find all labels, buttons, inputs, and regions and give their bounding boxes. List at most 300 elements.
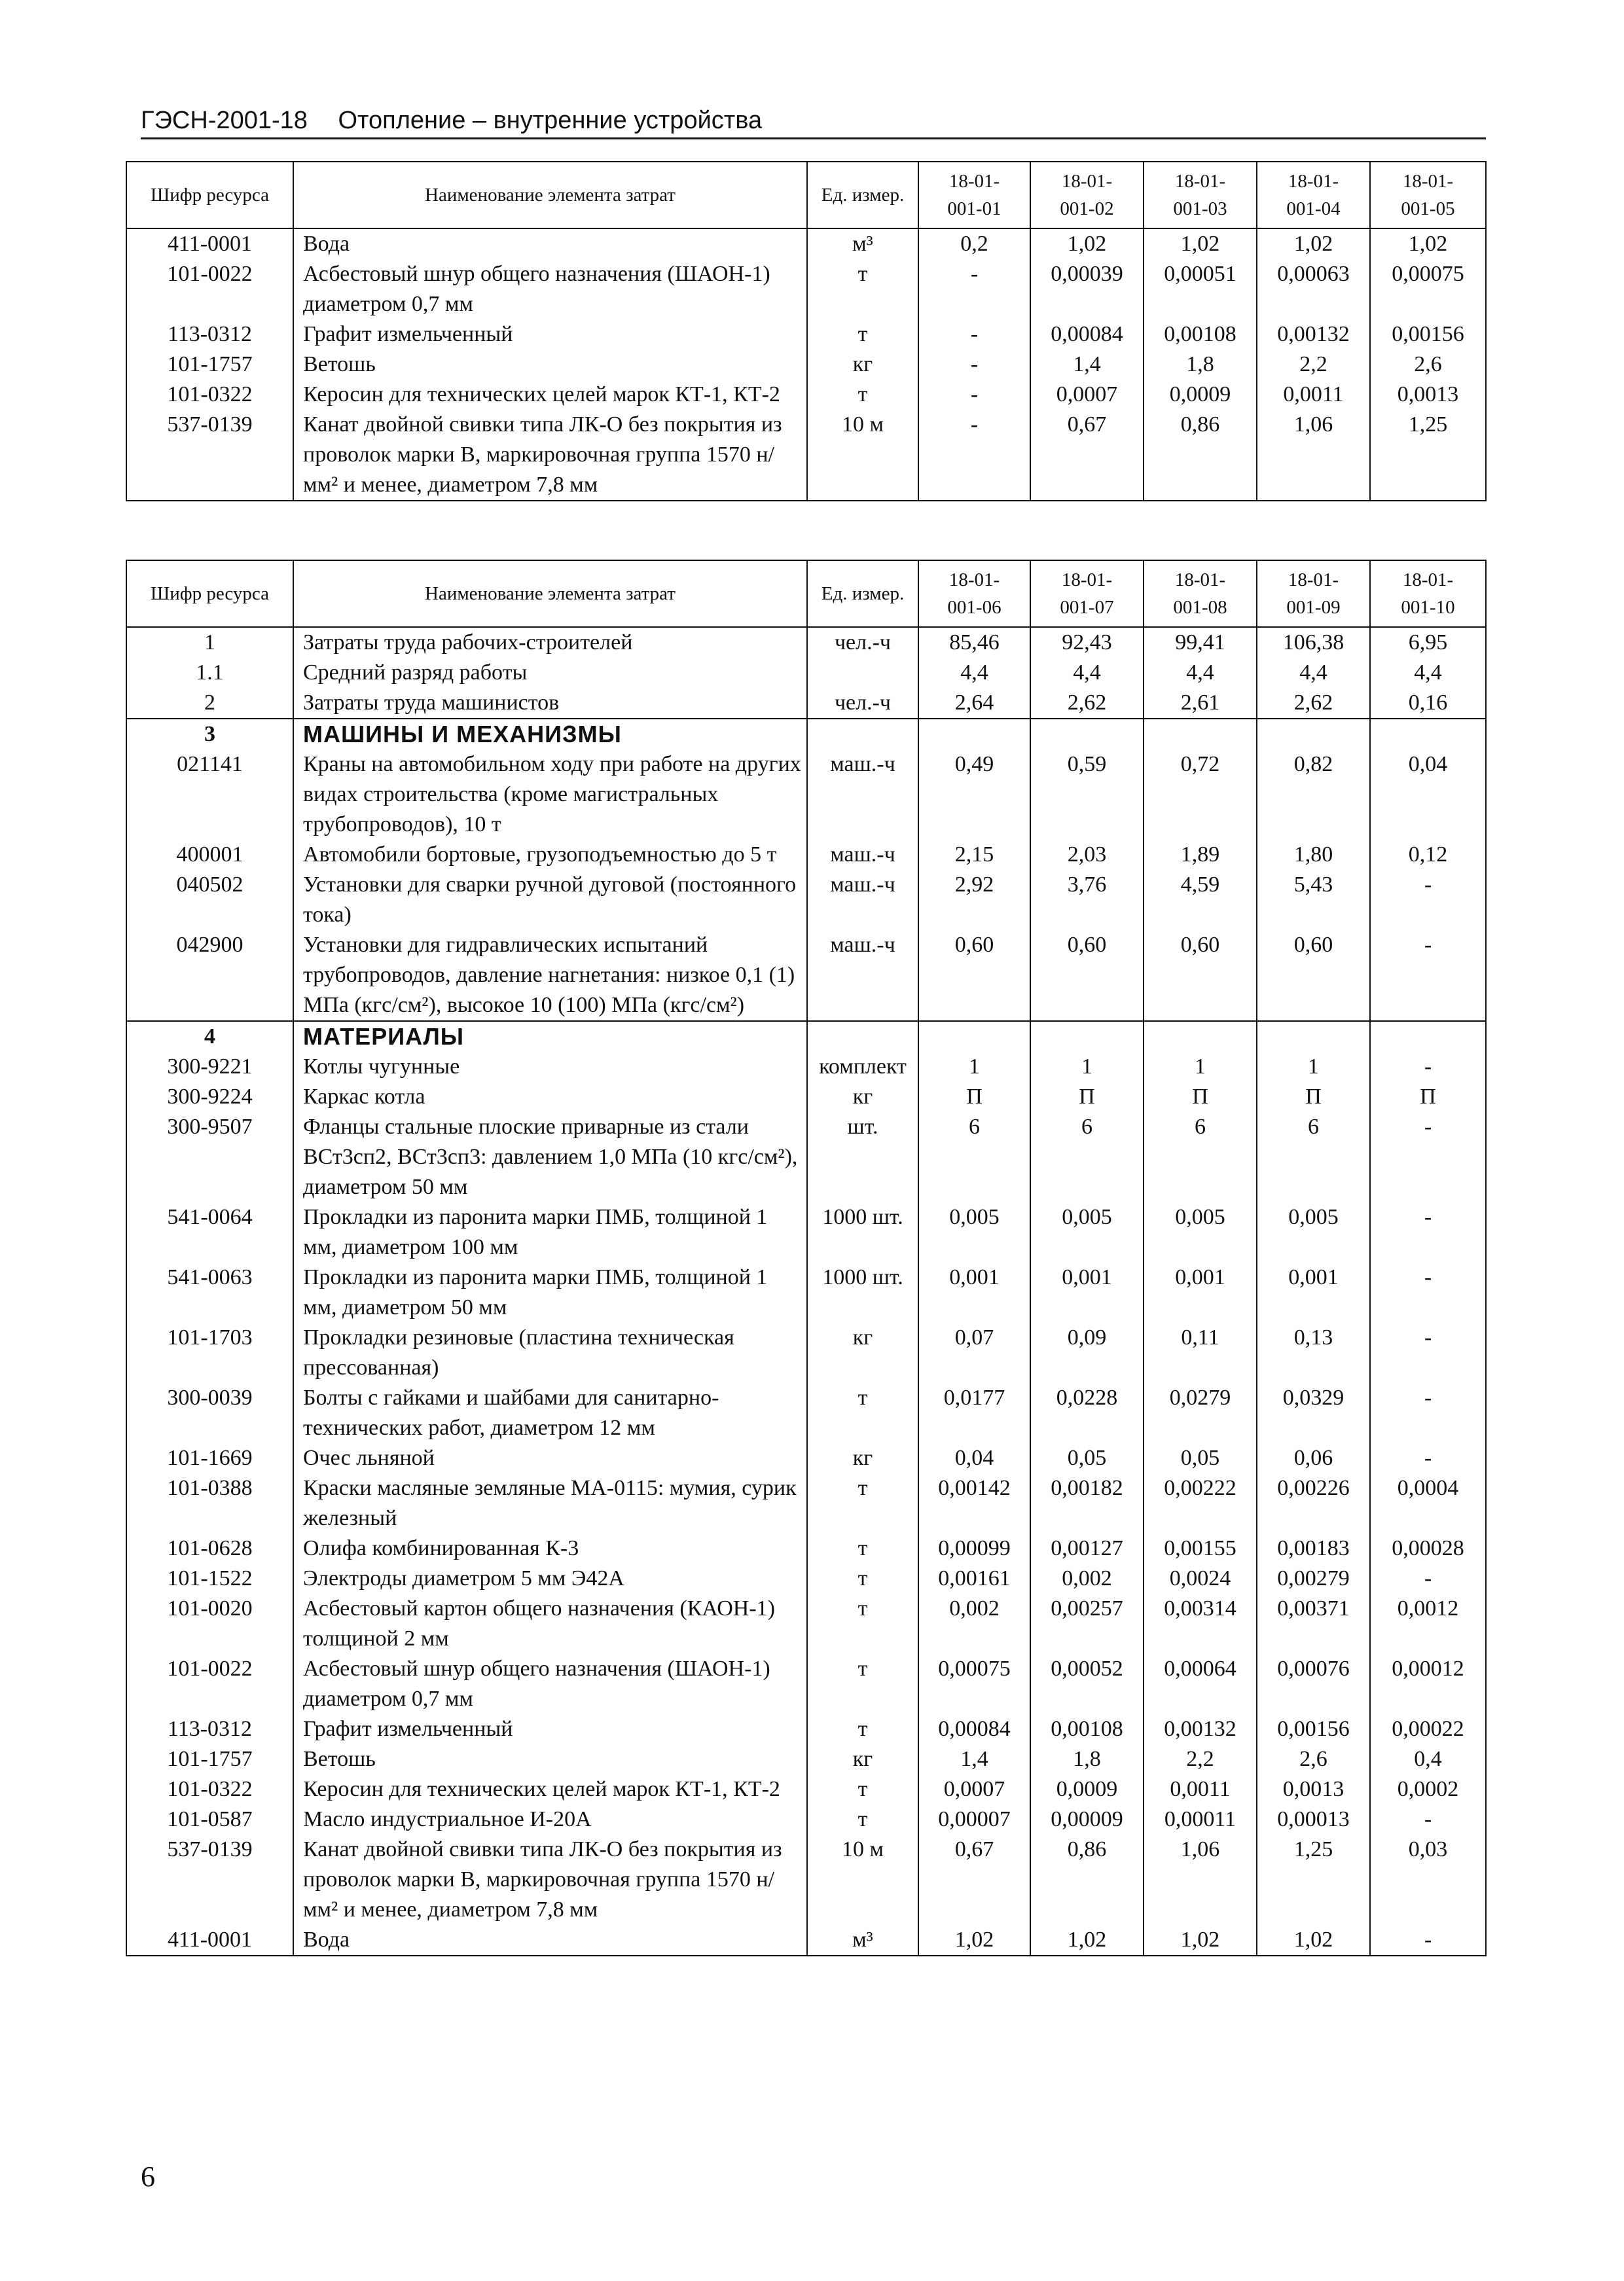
norm-value: 0,005 [918,1202,1030,1263]
norm-value: 0,72 [1144,749,1257,840]
norm-value: - [1370,1925,1486,1956]
norm-value: - [1370,1202,1486,1263]
resource-code: 101-0022 [126,1654,293,1714]
norm-value: 0,0002 [1370,1774,1486,1805]
norm-value: П [918,1082,1030,1112]
column-header: 18-01- 001-07 [1030,560,1144,627]
resource-code: 300-9221 [126,1052,293,1082]
column-header: Наименование элемента затрат [293,560,807,627]
norm-value: 0,00279 [1257,1564,1370,1594]
norm-value: 0,00222 [1144,1473,1257,1534]
norm-value: 0,00028 [1370,1534,1486,1564]
norm-value: 1,25 [1370,410,1486,501]
cost-element-name: Асбестовый картон общего назначения (КАОН-1) толщиной 2 мм [293,1594,807,1654]
resource-code: 541-0064 [126,1202,293,1263]
cost-element-name: Электроды диаметром 5 мм Э42А [293,1564,807,1594]
column-header: 18-01- 001-09 [1257,560,1370,627]
cost-element-name: Фланцы стальные плоские приварные из стали ВСт3сп2, ВСт3сп3: давлением 1,0 МПа (10 кгс/см²), диаметром 50 мм [293,1112,807,1202]
norm-value: 1,02 [1144,1925,1257,1956]
norm-value: 6 [1144,1112,1257,1202]
norm-value: 2,03 [1030,840,1144,870]
norm-value: 0,05 [1030,1443,1144,1473]
norm-value: - [1370,870,1486,930]
norm-value: 1,8 [1030,1744,1144,1774]
norm-value: - [1370,1805,1486,1835]
norm-value: 2,61 [1144,688,1257,719]
norm-value: 6 [918,1112,1030,1202]
norm-value [918,1021,1030,1052]
resource-code: 1 [126,627,293,658]
table-row [126,319,1486,350]
unit-of-measure: кг [807,1443,918,1473]
table-row [126,1714,1486,1744]
resource-code: 541-0063 [126,1263,293,1323]
table-header-row [126,162,1486,228]
norm-value: 0,00013 [1257,1805,1370,1835]
norm-value: 0,0007 [918,1774,1030,1805]
norm-value: 0,49 [918,749,1030,840]
norm-value: 4,59 [1144,870,1257,930]
norm-value: 0,001 [918,1263,1030,1323]
table-row [126,1082,1486,1112]
norm-value: 0,001 [1257,1263,1370,1323]
norm-value: 1,02 [1257,228,1370,259]
unit-of-measure: кг [807,1744,918,1774]
table-row [126,658,1486,688]
norm-value: 0,00108 [1030,1714,1144,1744]
norm-value [918,719,1030,749]
table-row [126,840,1486,870]
norm-value: 0,0279 [1144,1383,1257,1443]
unit-of-measure [807,719,918,749]
norm-value: 2,64 [918,688,1030,719]
norm-value: 0,00084 [918,1714,1030,1744]
norm-value: 0,00161 [918,1564,1030,1594]
norm-value: - [1370,1263,1486,1323]
unit-of-measure: м³ [807,228,918,259]
norm-value: 0,4 [1370,1744,1486,1774]
norm-value: 1 [918,1052,1030,1082]
norm-value: 2,62 [1257,688,1370,719]
resource-code: 537-0139 [126,410,293,501]
norm-value: П [1030,1082,1144,1112]
resource-code: 411-0001 [126,1925,293,1956]
norm-value: 1,02 [1370,228,1486,259]
cost-element-name: Прокладки из паронита марки ПМБ, толщиной 1 мм, диаметром 50 мм [293,1263,807,1323]
norm-value: 0,0009 [1144,380,1257,410]
unit-of-measure: 10 м [807,410,918,501]
resource-code: 101-1669 [126,1443,293,1473]
norm-value: 0,03 [1370,1835,1486,1925]
norm-value: 0,0009 [1030,1774,1144,1805]
norm-value: 3,76 [1030,870,1144,930]
norm-value: 106,38 [1257,627,1370,658]
norm-value: 0,00314 [1144,1594,1257,1654]
cost-element-name: Прокладки из паронита марки ПМБ, толщиной 1 мм, диаметром 100 мм [293,1202,807,1263]
unit-of-measure [807,1021,918,1052]
norm-value [1370,1021,1486,1052]
table-row [126,1052,1486,1082]
unit-of-measure: т [807,1473,918,1534]
norm-value: 1,06 [1144,1835,1257,1925]
norm-value: 0,04 [1370,749,1486,840]
resource-code: 042900 [126,930,293,1021]
norm-value: 0,0329 [1257,1383,1370,1443]
resource-table-2 [126,560,1487,1956]
column-header: 18-01- 001-08 [1144,560,1257,627]
norm-value: - [918,410,1030,501]
unit-of-measure: шт. [807,1112,918,1202]
table-row [126,1805,1486,1835]
resource-code: 101-0322 [126,1774,293,1805]
page-header [141,105,1486,139]
column-header: Шифр ресурса [126,162,293,228]
norm-value: - [1370,1564,1486,1594]
norm-value: 0,0177 [918,1383,1030,1443]
norm-value: 6 [1030,1112,1144,1202]
cost-element-name: Масло индустриальное И-20А [293,1805,807,1835]
resource-code: 101-0628 [126,1534,293,1564]
norm-value: 4,4 [1144,658,1257,688]
document-title: Отопление – внутренние устройства [338,107,763,134]
unit-of-measure: т [807,1714,918,1744]
column-header: Наименование элемента затрат [293,162,807,228]
cost-element-name: Автомобили бортовые, грузоподъемностью до 5 т [293,840,807,870]
table-row [126,1654,1486,1714]
norm-value: 0,59 [1030,749,1144,840]
resource-code: 1.1 [126,658,293,688]
unit-of-measure [807,658,918,688]
cost-element-name: Канат двойной свивки типа ЛК-О без покрытия из проволок марки В, маркировочная группа 1570 н/мм² и менее, диаметром 7,8 мм [293,410,807,501]
resource-code: 101-1757 [126,1744,293,1774]
table-row [126,1383,1486,1443]
norm-value [1370,719,1486,749]
table-row [126,870,1486,930]
norm-value: - [1370,1323,1486,1383]
norm-value: 1 [1257,1052,1370,1082]
cost-element-name: Каркас котла [293,1082,807,1112]
norm-value: 0,13 [1257,1323,1370,1383]
resource-code: 101-0388 [126,1473,293,1534]
table-row [126,1112,1486,1202]
norm-value: 0,00063 [1257,259,1370,319]
norm-value: 6,95 [1370,627,1486,658]
norm-value: 1,02 [1030,1925,1144,1956]
norm-value: - [918,259,1030,319]
cost-element-name: Средний разряд работы [293,658,807,688]
norm-value: 0,0228 [1030,1383,1144,1443]
norm-value: 0,00226 [1257,1473,1370,1534]
norm-value: 0,00155 [1144,1534,1257,1564]
norm-value: - [918,319,1030,350]
norm-value: 0,00127 [1030,1534,1144,1564]
cost-element-name: Затраты труда машинистов [293,688,807,719]
norm-value: 0,00052 [1030,1654,1144,1714]
norm-value: 85,46 [918,627,1030,658]
resource-code: 113-0312 [126,319,293,350]
table-row [126,1443,1486,1473]
unit-of-measure: 1000 шт. [807,1263,918,1323]
norm-value: 0,005 [1257,1202,1370,1263]
norm-value: 0,00007 [918,1805,1030,1835]
norm-value: П [1370,1082,1486,1112]
table-row [126,1564,1486,1594]
norm-value: 0,001 [1144,1263,1257,1323]
column-header: Ед. измер. [807,162,918,228]
resource-code: 4 [126,1021,293,1052]
resource-code: 101-1757 [126,350,293,380]
unit-of-measure: т [807,1383,918,1443]
unit-of-measure: кг [807,1082,918,1112]
cost-element-name: Очес льняной [293,1443,807,1473]
cost-element-name: Установки для гидравлических испытаний трубопроводов, давление нагнетания: низкое 0,1 (1) МПа (кгс/см²), высокое 10 (100) МПа (кгс/см²) [293,930,807,1021]
column-header: 18-01- 001-03 [1144,162,1257,228]
norm-value: 2,15 [918,840,1030,870]
norm-value: 0,005 [1030,1202,1144,1263]
resource-code: 101-1522 [126,1564,293,1594]
cost-element-name: МАТЕРИАЛЫ [293,1021,807,1052]
column-header: Ед. измер. [807,560,918,627]
table-row [126,1263,1486,1323]
norm-value: 0,09 [1030,1323,1144,1383]
table-row [126,1744,1486,1774]
page-number: 6 [141,2161,155,2193]
unit-of-measure: 1000 шт. [807,1202,918,1263]
table-row [126,930,1486,1021]
norm-value: 0,0007 [1030,380,1144,410]
cost-element-name: Затраты труда рабочих-строителей [293,627,807,658]
norm-value: 0,00064 [1144,1654,1257,1714]
unit-of-measure: маш.-ч [807,840,918,870]
norm-value: 0,67 [918,1835,1030,1925]
norm-value: 1,02 [918,1925,1030,1956]
column-header: 18-01- 001-01 [918,162,1030,228]
resource-table-1 [126,161,1487,501]
norm-value: 1,4 [918,1744,1030,1774]
norm-value: 0,00051 [1144,259,1257,319]
resource-code: 113-0312 [126,1714,293,1744]
norm-value: 0,00108 [1144,319,1257,350]
table-row [126,1835,1486,1925]
cost-element-name: Установки для сварки ручной дуговой (постоянного тока) [293,870,807,930]
norm-value: 0,67 [1030,410,1144,501]
unit-of-measure: т [807,319,918,350]
norm-value: 0,60 [918,930,1030,1021]
norm-value: - [918,380,1030,410]
norm-value [1257,1021,1370,1052]
column-header: Шифр ресурса [126,560,293,627]
norm-value: 0,00182 [1030,1473,1144,1534]
norm-value: 1,06 [1257,410,1370,501]
norm-value: 0,00183 [1257,1534,1370,1564]
cost-element-name: Прокладки резиновые (пластина техническая прессованная) [293,1323,807,1383]
table-row [126,1594,1486,1654]
resource-code: 537-0139 [126,1835,293,1925]
unit-of-measure: т [807,1594,918,1654]
unit-of-measure: т [807,1774,918,1805]
column-header: 18-01- 001-06 [918,560,1030,627]
norm-value: 0,00075 [918,1654,1030,1714]
norm-value: 0,86 [1030,1835,1144,1925]
norm-value: 2,2 [1144,1744,1257,1774]
norm-value: 2,6 [1370,350,1486,380]
table-row [126,380,1486,410]
norm-value: 1,02 [1257,1925,1370,1956]
column-header: 18-01- 001-02 [1030,162,1144,228]
norm-value: 0,00076 [1257,1654,1370,1714]
cost-element-name: Вода [293,1925,807,1956]
resource-code: 101-0022 [126,259,293,319]
unit-of-measure: т [807,1534,918,1564]
norm-value: 1,89 [1144,840,1257,870]
norm-value: 0,002 [918,1594,1030,1654]
table-row [126,1202,1486,1263]
norm-value: - [1370,1052,1486,1082]
table-header-row [126,560,1486,627]
table-row [126,1021,1486,1052]
resource-code: 3 [126,719,293,749]
norm-value: 0,00132 [1144,1714,1257,1744]
norm-value: 2,2 [1257,350,1370,380]
unit-of-measure: т [807,1805,918,1835]
norm-value: 0,005 [1144,1202,1257,1263]
resource-code: 040502 [126,870,293,930]
resource-code: 101-0587 [126,1805,293,1835]
unit-of-measure: комплект [807,1052,918,1082]
norm-value: 2,92 [918,870,1030,930]
resource-code: 101-1703 [126,1323,293,1383]
cost-element-name: Канат двойной свивки типа ЛК-О без покрытия из проволок марки В, маркировочная группа 1570 н/мм² и менее, диаметром 7,8 мм [293,1835,807,1925]
norm-value: 0,0013 [1370,380,1486,410]
norm-value: 0,00371 [1257,1594,1370,1654]
table-row [126,749,1486,840]
cost-element-name: МАШИНЫ И МЕХАНИЗМЫ [293,719,807,749]
norm-value: 0,00039 [1030,259,1144,319]
resource-code: 411-0001 [126,228,293,259]
norm-value: 0,05 [1144,1443,1257,1473]
norm-value: 0,0013 [1257,1774,1370,1805]
norm-value: 0,86 [1144,410,1257,501]
norm-value: 1,8 [1144,350,1257,380]
norm-value: 0,00011 [1144,1805,1257,1835]
cost-element-name: Болты с гайками и шайбами для санитарно-технических работ, диаметром 12 мм [293,1383,807,1443]
unit-of-measure: кг [807,1323,918,1383]
table-row [126,627,1486,658]
resource-code: 300-9224 [126,1082,293,1112]
norm-value: 0,00009 [1030,1805,1144,1835]
norm-value [1144,1021,1257,1052]
norm-value: 0,00022 [1370,1714,1486,1744]
norm-value: 1,02 [1030,228,1144,259]
resource-code: 021141 [126,749,293,840]
norm-value [1030,719,1144,749]
norm-value: - [1370,930,1486,1021]
unit-of-measure: т [807,259,918,319]
norm-value: 4,4 [918,658,1030,688]
resource-code: 2 [126,688,293,719]
norm-value: - [1370,1383,1486,1443]
cost-element-name: Графит измельченный [293,319,807,350]
cost-element-name: Керосин для технических целей марок КТ-1, КТ-2 [293,380,807,410]
norm-value: - [1370,1112,1486,1202]
norm-value: 0,12 [1370,840,1486,870]
unit-of-measure: м³ [807,1925,918,1956]
cost-element-name: Асбестовый шнур общего назначения (ШАОН-1) диаметром 0,7 мм [293,1654,807,1714]
cost-element-name: Краски масляные земляные МА-0115: мумия, сурик железный [293,1473,807,1534]
norm-value: 4,4 [1030,658,1144,688]
norm-value: 4,4 [1370,658,1486,688]
norm-value: 0,60 [1144,930,1257,1021]
unit-of-measure: т [807,1654,918,1714]
norm-value: 0,0011 [1144,1774,1257,1805]
cost-element-name: Керосин для технических целей марок КТ-1, КТ-2 [293,1774,807,1805]
norm-value: 1 [1030,1052,1144,1082]
norm-value: 0,001 [1030,1263,1144,1323]
norm-value: 0,04 [918,1443,1030,1473]
unit-of-measure: маш.-ч [807,749,918,840]
norm-value: 0,60 [1030,930,1144,1021]
norm-value: 1 [1144,1052,1257,1082]
unit-of-measure: чел.-ч [807,627,918,658]
norm-value: 0,00257 [1030,1594,1144,1654]
table-row [126,719,1486,749]
cost-element-name: Олифа комбинированная К-3 [293,1534,807,1564]
norm-value: 0,00132 [1257,319,1370,350]
norm-value: П [1144,1082,1257,1112]
unit-of-measure: кг [807,350,918,380]
norm-value: 0,00142 [918,1473,1030,1534]
cost-element-name: Асбестовый шнур общего назначения (ШАОН-1) диаметром 0,7 мм [293,259,807,319]
norm-value: 5,43 [1257,870,1370,930]
table-row [126,1925,1486,1956]
resource-code: 300-9507 [126,1112,293,1202]
norm-value: 0,00012 [1370,1654,1486,1714]
column-header: 18-01- 001-05 [1370,162,1486,228]
norm-value [1144,719,1257,749]
table-row [126,1473,1486,1534]
table-row [126,228,1486,259]
unit-of-measure: т [807,380,918,410]
norm-value: 0,0004 [1370,1473,1486,1534]
table-row [126,1774,1486,1805]
norm-value: 0,11 [1144,1323,1257,1383]
norm-value: 0,16 [1370,688,1486,719]
unit-of-measure: чел.-ч [807,688,918,719]
resource-code: 101-0322 [126,380,293,410]
norm-value: 0,06 [1257,1443,1370,1473]
norm-value: 0,00156 [1257,1714,1370,1744]
norm-value: 1,80 [1257,840,1370,870]
norm-value: 0,00084 [1030,319,1144,350]
table-row [126,259,1486,319]
norm-value: 2,6 [1257,1744,1370,1774]
table-row [126,1323,1486,1383]
cost-element-name: Графит измельченный [293,1714,807,1744]
cost-element-name: Ветошь [293,350,807,380]
norm-value: 0,82 [1257,749,1370,840]
norm-value: 0,0024 [1144,1564,1257,1594]
norm-value [1257,719,1370,749]
norm-value: 0,2 [918,228,1030,259]
document-code: ГЭСН-2001-18 [141,107,308,134]
norm-value: 0,60 [1257,930,1370,1021]
norm-value: П [1257,1082,1370,1112]
unit-of-measure: маш.-ч [807,930,918,1021]
norm-value: - [918,350,1030,380]
norm-value: 0,0012 [1370,1594,1486,1654]
unit-of-measure: т [807,1564,918,1594]
norm-value: 0,0011 [1257,380,1370,410]
